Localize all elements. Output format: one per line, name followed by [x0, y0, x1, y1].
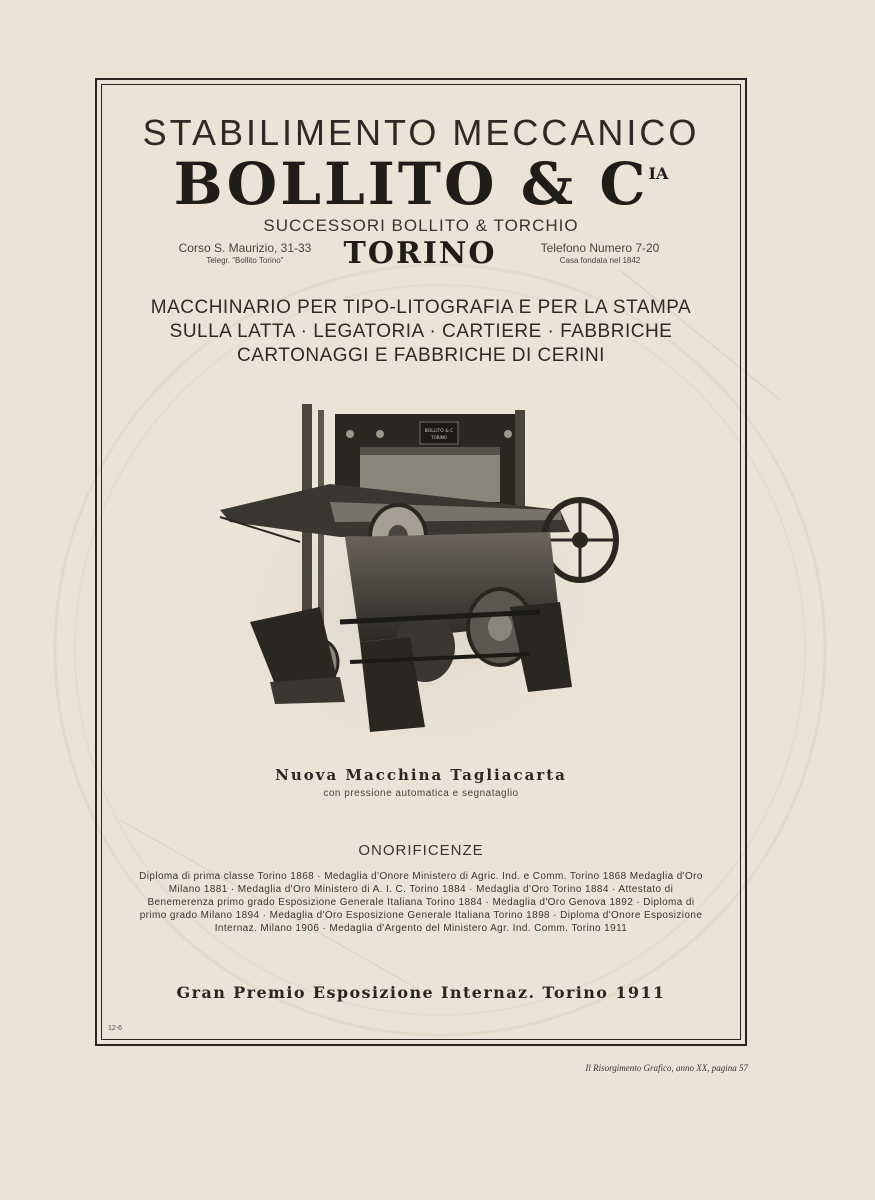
svg-text:BOLLITO & C: BOLLITO & C	[424, 429, 454, 434]
honors-list: Diploma di prima classe Torino 1868 · Medaglia d'Onore Ministero di Agric. Ind. e Comm. Torino 1868 Medaglia d'Oro Milano 1881 · Medaglia d'Oro Ministero di A. I. C. Torino 1884 · Medaglia d'Oro Torino 1884 · Attestato di Benemerenza primo grado Esposizione Generale Italiana Torino 1884 · Medaglia d'Oro Genova 1892 · Diploma di primo grado Milano 1894 · Medaglia d'Oro Esposizione Generale Italiana Torino 1898 · Diploma d'Onore Esposizione Internaz. Milano 1906 · Medaglia d'Argento del Ministero Agr. Ind. Comm. Torino 1911	[139, 871, 703, 934]
address-right	[505, 242, 695, 265]
machine-subtitle: con pressione automatica e segnataglio	[323, 788, 519, 799]
phone-number: Telefono Numero 7-20	[540, 241, 660, 255]
address-left	[150, 242, 340, 265]
company-name	[101, 150, 741, 218]
grand-prize-line: Gran Premio Esposizione Internaz. Torino 1911	[176, 983, 666, 1002]
paper-cutter-machine-illustration	[210, 392, 630, 752]
address-telegram: Telegr. "Bollito Torino"	[206, 255, 284, 265]
founded-year: Casa fondata nel 1842	[559, 255, 641, 265]
company-name-superscript: IA	[648, 164, 669, 183]
company-name-text: BOLLITO & C	[173, 150, 649, 218]
page-footer: Il Risorgimento Grafico, anno XX, pagina 57	[585, 1063, 748, 1073]
products-description: MACCHINARIO PER TIPO-LITOGRAFIA E PER LA STAMPA SULLA LATTA · LEGATORIA · CARTIERE · FABBRICHE CARTONAGGI E FABBRICHE DI CERINI	[150, 297, 692, 366]
header-title: STABILIMENTO MECCANICO	[142, 112, 700, 153]
city-name: TORINO	[343, 236, 497, 271]
svg-text:TORINO: TORINO	[431, 435, 447, 440]
successors-line: SUCCESSORI BOLLITO & TORCHIO	[263, 216, 579, 235]
ad-code: 12-6	[108, 1025, 123, 1032]
honors-heading: ONORIFICENZE	[358, 842, 484, 859]
address-street: Corso S. Maurizio, 31-33	[178, 241, 312, 255]
machine-title: Nuova Macchina Tagliacarta	[275, 766, 567, 784]
